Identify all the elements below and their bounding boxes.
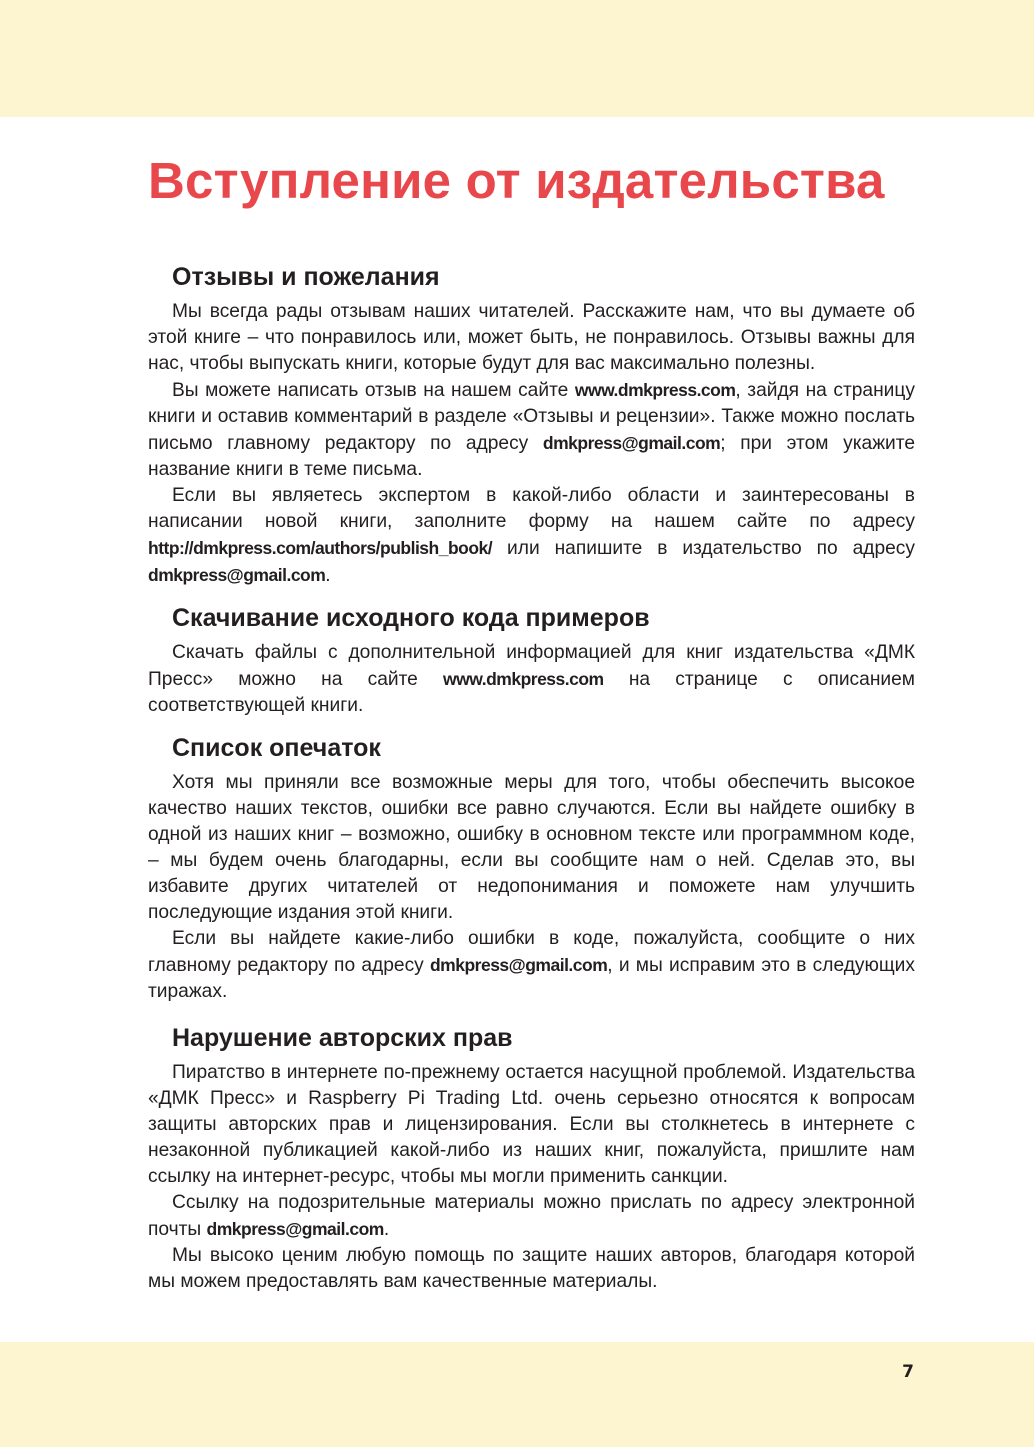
publish-book-link[interactable]: http://dmkpress.com/authors/publish_book/	[148, 538, 493, 558]
paragraph: Мы высоко ценим любую помощь по защите наших авторов, благодаря которой мы можем предоставлять вам качественные материалы.	[148, 1245, 915, 1292]
email-link[interactable]: dmkpress@gmail.com	[542, 433, 721, 453]
page-number: 7	[902, 1362, 914, 1382]
paragraph: Ссылку на подозрительные материалы можно прислать по адресу электронной почты dmkpress@gmail.com.	[148, 1192, 915, 1240]
section-heading-piracy: Нарушение авторских прав	[172, 1024, 513, 1052]
page-content	[148, 150, 915, 1295]
paragraph: Мы всегда рады отзывам наших читателей. Расскажите нам, что вы думаете об этой книге – что понравилось или, может быть, не понравилось. Отзывы важны для нас, чтобы выпускать книги, которые будут для вас максимально полезны.	[148, 301, 915, 374]
section-heading-feedback: Отзывы и пожелания	[172, 263, 440, 291]
email-link[interactable]: dmkpress@gmail.com	[148, 565, 326, 585]
email-link[interactable]: dmkpress@gmail.com	[429, 955, 608, 975]
paragraph: Скачать файлы с дополнительной информацией для книг издательства «ДМК Пресс» можно на сайте www.dmkpress.com на странице с описанием соответствующей книги.	[148, 642, 915, 716]
email-link[interactable]: dmkpress@gmail.com	[206, 1219, 384, 1239]
paragraph: Если вы являетесь экспертом в какой-либо области и заинтересованы в написании новой книги, заполните форму на нашем сайте по адресу http://dmkpress.com/authors/publish_book/ или напишите в издательство по адресу dmkpress@gmail.com.	[148, 485, 915, 586]
site-link[interactable]: www.dmkpress.com	[443, 669, 604, 689]
footer-band	[0, 1342, 1034, 1447]
site-link[interactable]: www.dmkpress.com	[574, 380, 736, 400]
page-title: Вступление от издательства	[148, 152, 885, 209]
header-band	[0, 0, 1034, 117]
paragraph: Вы можете написать отзыв на нашем сайте www.dmkpress.com, зайдя на страницу книги и оставив комментарий в разделе «Отзывы и рецензии». Также можно послать письмо главному редактору по адресу dmkpress@gmail.com; при этом укажите название книги в теме письма.	[148, 380, 915, 480]
section-heading-source-code: Скачивание исходного кода примеров	[172, 604, 650, 632]
paragraph: Если вы найдете какие-либо ошибки в коде, пожалуйста, сообщите о них главному редактору по адресу dmkpress@gmail.com, и мы исправим это в следующих тиражах.	[148, 928, 915, 1002]
paragraph: Хотя мы приняли все возможные меры для того, чтобы обеспечить высокое качество наших текстов, ошибки все равно случаются. Если вы найдете ошибку в одной из наших книг – возможно, ошибку в основном тексте или программном коде, – мы будем очень благодарны, если вы сообщите нам о ней. Сделав это, вы избавите других читателей от недопонимания и поможете нам улучшить последующие издания этой книги.	[148, 772, 915, 923]
section-heading-errata: Список опечаток	[172, 734, 381, 762]
paragraph: Пиратство в интернете по-прежнему остается насущной проблемой. Издательства «ДМК Пресс» и Raspberry Pi Trading Ltd. очень серьезно относятся к вопросам защиты авторских прав и лицензирования. Если вы столкнетесь в интернете с незаконной публикацией какой-либо из наших книг, пожалуйста, пришлите нам ссылку на интернет-ресурс, чтобы мы могли применить санкции.	[148, 1062, 915, 1187]
